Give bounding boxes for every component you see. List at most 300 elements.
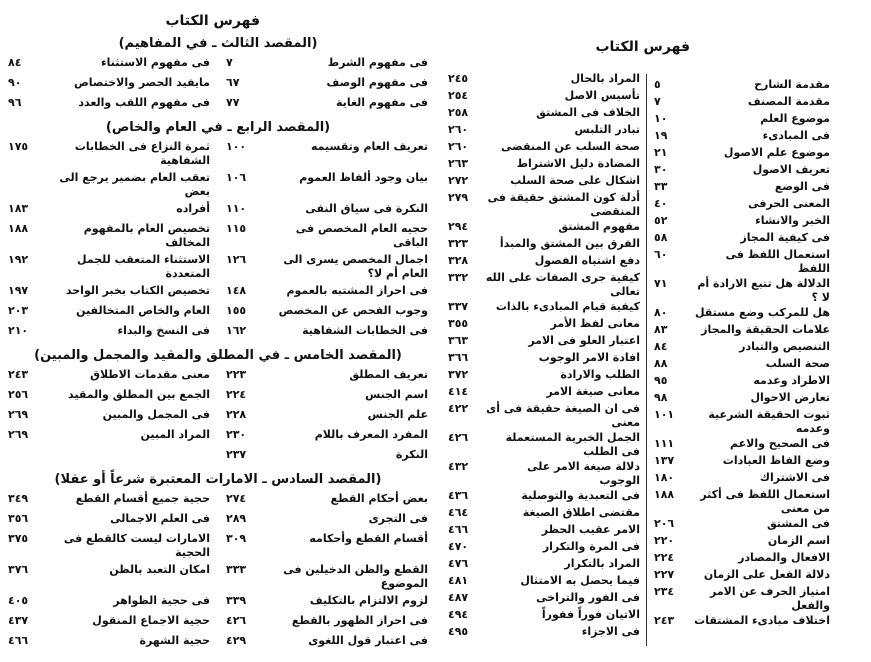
page-number: ٤٩٤ bbox=[448, 608, 469, 621]
entry-title: صحة السلب bbox=[765, 357, 830, 370]
page-number: ٢٣٧ bbox=[226, 448, 247, 461]
page-number: ٤٦٤ bbox=[448, 506, 469, 519]
index-entry bbox=[448, 625, 640, 642]
index-entry bbox=[654, 197, 830, 214]
page-number: ٢٧٤ bbox=[226, 492, 247, 505]
page-number: ١١٥ bbox=[226, 222, 247, 235]
entry-title: معانى صيغة الامر bbox=[546, 385, 640, 398]
index-entry bbox=[448, 523, 640, 540]
index-entry bbox=[448, 300, 640, 317]
index-entry bbox=[448, 254, 640, 271]
entry-title: المراد بالحال bbox=[570, 72, 640, 85]
index-entry bbox=[448, 557, 640, 574]
entry-title: مقدمة المصنف bbox=[747, 95, 830, 108]
entry-title: فى الصحيح والاعم bbox=[729, 437, 830, 450]
page-number: ٣٣٧ bbox=[448, 300, 469, 313]
index-entry bbox=[654, 340, 830, 357]
section-entries bbox=[8, 140, 428, 344]
empty-cell bbox=[8, 448, 210, 468]
page-number: ٣٦٦ bbox=[448, 351, 469, 364]
index-entry bbox=[654, 374, 830, 391]
entry-title: اسم الجنس bbox=[365, 388, 428, 401]
entry-title: فى مفهوم الغاية bbox=[336, 96, 428, 109]
page-number: ٢٦٣ bbox=[448, 157, 469, 170]
index-entry bbox=[448, 489, 640, 506]
index-entry bbox=[654, 391, 830, 408]
entry-title: فى الخطابات الشفاهية bbox=[302, 324, 428, 337]
page-number: ٣٦٣ bbox=[448, 334, 469, 347]
index-entry bbox=[226, 634, 428, 654]
entry-title: فى مفهوم الشرط bbox=[327, 56, 428, 69]
page-number: ٢٥٤ bbox=[448, 89, 469, 102]
index-entry bbox=[654, 129, 830, 146]
page-number: ١١١ bbox=[654, 437, 675, 450]
index-entry bbox=[8, 96, 210, 116]
index-entry bbox=[448, 385, 640, 402]
entry-title: فى حجية الظواهر bbox=[113, 594, 210, 607]
left-page-title: فهرس الكتاب bbox=[165, 13, 260, 29]
page-number: ١٨٣ bbox=[8, 202, 29, 215]
index-entry bbox=[448, 317, 640, 334]
page-number: ٤٣٦ bbox=[448, 489, 469, 502]
page-number: ٢٣٤ bbox=[654, 585, 675, 598]
index-entry bbox=[654, 585, 830, 614]
entry-title: ثبوت الحقيقة الشرعية وعدمه bbox=[708, 408, 830, 435]
entry-title: معانى لفظ الأمر bbox=[550, 317, 640, 330]
entry-title: تخصيص الكتاب بخبر الواحد bbox=[65, 284, 210, 297]
index-entry bbox=[448, 608, 640, 625]
page-number: ٢٨٩ bbox=[226, 512, 247, 525]
page-number: ٢٢٤ bbox=[226, 388, 247, 401]
index-entry bbox=[226, 368, 428, 388]
entry-title: اجمال المخصص يسرى الى العام أم لا؟ bbox=[283, 253, 428, 280]
index-entry bbox=[226, 140, 428, 171]
entry-title: الامر عقيب الحظر bbox=[541, 523, 640, 536]
page-number: ٨٠ bbox=[654, 306, 668, 319]
page-number: ٢٧٩ bbox=[448, 191, 469, 204]
page-number: ١٧٥ bbox=[8, 140, 29, 153]
page-number: ٤٦٦ bbox=[8, 634, 29, 647]
page-number: ٢٢٨ bbox=[226, 408, 247, 421]
index-entry bbox=[448, 140, 640, 157]
index-entry bbox=[448, 220, 640, 237]
page-number: ٧ bbox=[226, 56, 233, 69]
entry-title: فى الاجزاء bbox=[581, 625, 640, 638]
page-number: ٣٣٢ bbox=[448, 271, 469, 284]
index-entry bbox=[448, 72, 640, 89]
entry-title: أفراده bbox=[176, 202, 210, 215]
page-number: ٤٣٢ bbox=[448, 460, 469, 473]
section-entries bbox=[8, 56, 428, 116]
page-number: ٢٠٣ bbox=[8, 304, 29, 317]
page-number: ٨٨ bbox=[654, 357, 668, 370]
page-number: ١٩ bbox=[654, 129, 668, 142]
page-number: ٤٧٠ bbox=[448, 540, 469, 553]
index-entry bbox=[8, 222, 210, 253]
entry-title: بيان وجود ألفاظ العموم bbox=[299, 171, 428, 184]
index-entry bbox=[8, 634, 210, 654]
page-number: ٨٤ bbox=[654, 340, 668, 353]
entry-title: مقدمة الشارح bbox=[754, 78, 830, 91]
index-entry bbox=[226, 492, 428, 512]
page-number: ٣٢٨ bbox=[448, 254, 469, 267]
page-number: ١١٠ bbox=[226, 202, 247, 215]
entry-title: فى مفهوم الوصف bbox=[326, 76, 428, 89]
page-number: ٢٦٠ bbox=[448, 123, 469, 136]
entry-title: فى المبادىء bbox=[762, 129, 830, 142]
entry-title: فى النسخ والبداء bbox=[117, 324, 210, 337]
entry-title: الدلالة هل تتبع الارادة أم لا ؟ bbox=[697, 277, 830, 304]
entry-title: العام والخاص المتخالفين bbox=[76, 304, 210, 317]
index-entry bbox=[8, 202, 210, 222]
entry-title: فى الاشتراك bbox=[759, 471, 830, 484]
entry-title: فى المشتق bbox=[766, 517, 830, 530]
index-entry bbox=[448, 351, 640, 368]
section-heading: (المقصد الرابع ـ في العام والخاص) bbox=[105, 120, 331, 135]
entry-title: دلالة الفعل على الزمان bbox=[703, 568, 830, 581]
entry-title: بعض أحكام القطع bbox=[330, 492, 428, 505]
entry-title: الاتيان فوراً ففوراً bbox=[541, 608, 640, 621]
page-number: ٤٨٧ bbox=[448, 591, 469, 604]
index-entry bbox=[8, 76, 210, 96]
index-entry bbox=[654, 146, 830, 163]
page-number: ٩٠ bbox=[8, 76, 22, 89]
index-entry bbox=[448, 506, 640, 523]
page-number: ٤٢٩ bbox=[226, 634, 247, 647]
index-entry bbox=[8, 563, 210, 594]
index-entry bbox=[654, 454, 830, 471]
index-entry bbox=[654, 231, 830, 248]
index-entry bbox=[8, 512, 210, 532]
entry-title: الخبر والانشاء bbox=[755, 214, 830, 227]
entry-title: النكرة bbox=[395, 448, 428, 461]
index-entry bbox=[654, 534, 830, 551]
index-entry bbox=[8, 492, 210, 512]
page-number: ٣٠ bbox=[654, 163, 668, 176]
entry-title: الفرق بين المشتق والمبدأ bbox=[499, 237, 640, 250]
page-number: ٣٧٦ bbox=[8, 563, 29, 576]
entry-title: كيفية قيام المبادىء بالذات bbox=[495, 300, 640, 313]
index-entry bbox=[448, 431, 640, 460]
page-number: ٩٥ bbox=[654, 374, 668, 387]
index-entry bbox=[8, 532, 210, 563]
entry-title: مفهوم المشتق bbox=[558, 220, 640, 233]
index-entry bbox=[654, 517, 830, 534]
entry-title: الجمع بين المطلق والمقيد bbox=[68, 388, 210, 401]
page-number: ١٨٠ bbox=[654, 471, 675, 484]
page-number: ٨٣ bbox=[654, 323, 668, 336]
entry-title: فى مفهوم اللقب والعدد bbox=[78, 96, 210, 109]
page-number: ٣٤٩ bbox=[8, 492, 29, 505]
index-entry bbox=[448, 368, 640, 385]
page-number: ٣٣٩ bbox=[226, 594, 247, 607]
entry-title: مقتضى اطلاق الصيغة bbox=[522, 506, 640, 519]
index-entry bbox=[8, 304, 210, 324]
page-number: ٧١ bbox=[654, 277, 668, 290]
entry-title: الاستثناء المتعقب للجمل المتعددة bbox=[77, 253, 210, 280]
page-number: ٢٦٩ bbox=[8, 428, 29, 441]
index-entry bbox=[226, 76, 428, 96]
right-page-title: فهرس الكتاب bbox=[595, 39, 690, 55]
page-number: ٣٢٣ bbox=[448, 237, 469, 250]
entry-title: الجمل الخبرية المستعملة فى الطلب bbox=[505, 431, 640, 458]
entry-title: المعنى الحرفى bbox=[748, 197, 830, 210]
page-number: ١٢٦ bbox=[226, 253, 247, 266]
page-number: ٣٧٢ bbox=[448, 368, 469, 381]
page-number: ٤٢٦ bbox=[448, 431, 469, 444]
page-number: ١٩٢ bbox=[8, 253, 29, 266]
entry-title: أدلة كون المشتق حقيقة فى المنقضى bbox=[487, 191, 640, 218]
entry-title: معنى مقدمات الاطلاق bbox=[90, 368, 210, 381]
entry-title: فى احراز المشتبه بالعموم bbox=[286, 284, 428, 297]
entry-title: استعمال اللفظ فى أكثر من معنى bbox=[700, 488, 830, 515]
page-number: ٢٥٦ bbox=[8, 388, 29, 401]
index-entry bbox=[448, 157, 640, 174]
page-number: ٩٨ bbox=[654, 391, 668, 404]
section-entries bbox=[8, 368, 428, 468]
page-number: ١٠١ bbox=[654, 408, 675, 421]
entry-title: فى المرة والتكرار bbox=[542, 540, 640, 553]
entry-title: استعمال اللفظ فى اللفظ bbox=[725, 248, 830, 275]
page-number: ٢١ bbox=[654, 146, 668, 159]
page-number: ٣٧٥ bbox=[8, 532, 29, 545]
page-number: ٦٠ bbox=[654, 248, 668, 261]
index-entry bbox=[448, 191, 640, 220]
section-heading: (المقصد الخامس ـ في المطلق والمقيد والمجمل والمبين) bbox=[34, 348, 402, 363]
entry-title: تعارض الاحوال bbox=[750, 391, 830, 404]
page-number: ١٨٨ bbox=[8, 222, 29, 235]
entry-title: التنصيص والتبادر bbox=[739, 340, 830, 353]
page-number: ٤١٤ bbox=[448, 385, 469, 398]
index-entry bbox=[226, 324, 428, 344]
entry-title: موضوع العلم bbox=[760, 112, 830, 125]
page-number: ٣٣٣ bbox=[226, 563, 247, 576]
entry-title: تعريف المطلق bbox=[349, 368, 428, 381]
page-number: ٤٧٦ bbox=[448, 557, 469, 570]
entry-title: فيما يحصل به الامتثال bbox=[520, 574, 640, 587]
index-entry bbox=[226, 171, 428, 202]
index-entry bbox=[8, 253, 210, 284]
index-entry bbox=[226, 96, 428, 116]
page-number: ٤٠ bbox=[654, 197, 668, 210]
entry-title: اسم الزمان bbox=[767, 534, 830, 547]
entry-title: تعريف الاصول bbox=[752, 163, 830, 176]
entry-title: اشكال على صحة السلب bbox=[510, 174, 640, 187]
index-entry bbox=[448, 334, 640, 351]
entry-title: فى العلم الاجمالى bbox=[110, 512, 210, 525]
index-entry bbox=[226, 512, 428, 532]
page-number: ١٦٢ bbox=[226, 324, 247, 337]
entry-title: امكان التعبد بالظن bbox=[109, 563, 210, 576]
entry-title: فى ان الصيغة حقيقة فى أى معنى bbox=[486, 402, 640, 429]
left-page-sections bbox=[8, 32, 428, 654]
entry-title: تبادر التلبس bbox=[574, 123, 640, 136]
page-number: ٢٦٩ bbox=[8, 408, 29, 421]
entry-title: فى مفهوم الاستثناء bbox=[101, 56, 210, 69]
page-number: ١٨٨ bbox=[654, 488, 675, 501]
entry-title: الطلب والارادة bbox=[560, 368, 640, 381]
page-number: ٨٤ bbox=[8, 56, 22, 69]
entry-title: دلالة صيغة الامر على الوجوب bbox=[527, 460, 640, 487]
index-entry bbox=[654, 214, 830, 231]
index-entry bbox=[226, 428, 428, 448]
entry-title: لزوم الالتزام بالتكليف bbox=[309, 594, 428, 607]
page-number: ٢٠٦ bbox=[654, 517, 675, 530]
index-entry bbox=[654, 614, 830, 631]
index-entry bbox=[654, 180, 830, 197]
index-entry bbox=[448, 106, 640, 123]
page-number: ٢٥٨ bbox=[448, 106, 469, 119]
page-number: ١٤٨ bbox=[226, 284, 247, 297]
index-entry bbox=[448, 271, 640, 300]
page-number: ٤٩٥ bbox=[448, 625, 469, 638]
entry-title: تعقب العام بضمير يرجع الى بعض bbox=[59, 171, 210, 198]
index-entry bbox=[654, 437, 830, 454]
page-number: ٢٢٧ bbox=[654, 568, 675, 581]
entry-title: القطع والظن الدخيلين فى الموضوع bbox=[283, 563, 428, 590]
index-entry bbox=[226, 408, 428, 428]
index-entry bbox=[226, 253, 428, 284]
entry-title: الاطراد وعدمه bbox=[753, 374, 830, 387]
page-number: ٧ bbox=[654, 95, 661, 108]
entry-title: امتياز الحرف عن الامر والفعل bbox=[710, 585, 830, 612]
page-number: ٢٧٢ bbox=[448, 174, 469, 187]
page-number: ٢٢٠ bbox=[654, 534, 675, 547]
entry-title: المضادة دليل الاشتراط bbox=[516, 157, 640, 170]
index-entry bbox=[226, 202, 428, 222]
entry-title: المراد بالتكرار bbox=[564, 557, 640, 570]
entry-title: الامارات ليست كالقطع فى الحجية bbox=[63, 532, 210, 559]
index-entry bbox=[226, 594, 428, 614]
page-number: ٢٦٠ bbox=[448, 140, 469, 153]
entry-title: حجية الشهرة bbox=[139, 634, 210, 647]
index-column-left bbox=[448, 72, 640, 642]
index-entry bbox=[226, 304, 428, 324]
entry-title: مايفيد الحصر والاختصاص bbox=[74, 76, 210, 89]
entry-title: النكرة فى سياق النفى bbox=[305, 202, 428, 215]
index-entry bbox=[654, 323, 830, 340]
index-entry bbox=[8, 284, 210, 304]
entry-title: الافعال والمصادر bbox=[738, 551, 830, 564]
page-number: ٩٦ bbox=[8, 96, 22, 109]
section-heading: (المقصد الثالث ـ في المفاهيم) bbox=[118, 36, 318, 51]
page-number: ٣٥٦ bbox=[8, 512, 29, 525]
entry-title: فى المجمل والمبين bbox=[102, 408, 210, 421]
index-entry bbox=[654, 551, 830, 568]
page-number: ٤٢٦ bbox=[226, 614, 247, 627]
index-entry bbox=[654, 408, 830, 437]
index-entry bbox=[448, 237, 640, 254]
index-entry bbox=[8, 140, 210, 171]
index-entry bbox=[448, 123, 640, 140]
page-number: ٢٩٤ bbox=[448, 220, 469, 233]
index-entry bbox=[8, 56, 210, 76]
entry-title: وضع الفاظ العبادات bbox=[722, 454, 830, 467]
entry-title: المفرد المعرف باللام bbox=[314, 428, 428, 441]
entry-title: حجية الاجماع المنقول bbox=[92, 614, 210, 627]
entry-title: دفع اشتباه الفصول bbox=[534, 254, 640, 267]
page-number: ٢٢٤ bbox=[654, 551, 675, 564]
index-entry bbox=[654, 78, 830, 95]
page-number: ٥٨ bbox=[654, 231, 668, 244]
entry-title: كيفية جرى الصفات على الله تعالى bbox=[485, 271, 640, 298]
page-number: ٣٣ bbox=[654, 180, 668, 193]
page-number: ٢٢٣ bbox=[226, 368, 247, 381]
index-entry bbox=[448, 460, 640, 489]
index-entry bbox=[226, 222, 428, 253]
entry-title: علم الجنس bbox=[367, 408, 428, 421]
page-number: ٤٦٦ bbox=[448, 523, 469, 536]
index-entry bbox=[226, 563, 428, 594]
entry-title: وجوب الفحص عن المخصص bbox=[278, 304, 428, 317]
index-entry bbox=[654, 568, 830, 585]
index-entry bbox=[8, 408, 210, 428]
index-entry bbox=[654, 277, 830, 306]
index-entry bbox=[8, 428, 210, 448]
index-entry bbox=[226, 388, 428, 408]
index-entry bbox=[226, 284, 428, 304]
page-number: ١٠٠ bbox=[226, 140, 247, 153]
index-entry bbox=[448, 540, 640, 557]
entry-title: فى التعبدية والتوصلية bbox=[521, 489, 640, 502]
page-number: ١٩٧ bbox=[8, 284, 29, 297]
index-entry bbox=[226, 532, 428, 563]
index-entry bbox=[654, 357, 830, 374]
section-entries bbox=[8, 492, 428, 654]
index-entry bbox=[448, 402, 640, 431]
index-entry bbox=[448, 174, 640, 191]
entry-title: فى اعتبار قول اللغوى bbox=[308, 634, 428, 647]
index-entry bbox=[654, 248, 830, 277]
page-number: ٤٠٥ bbox=[8, 594, 29, 607]
entry-title: فى احراز الظهور بالقطع bbox=[291, 614, 428, 627]
page-number: ١٥٥ bbox=[226, 304, 247, 317]
page-number: ١٠٦ bbox=[226, 171, 247, 184]
index-entry bbox=[8, 324, 210, 344]
page-number: ١٣٧ bbox=[654, 454, 675, 467]
column-divider bbox=[646, 74, 647, 646]
index-entry bbox=[654, 95, 830, 112]
page-number: ٤٨١ bbox=[448, 574, 469, 587]
entry-title: حجيه العام المخصص فى الباقى bbox=[295, 222, 428, 249]
entry-title: المراد المبين bbox=[140, 428, 210, 441]
entry-title: حجية جميع أقسام القطع bbox=[75, 492, 210, 505]
index-entry bbox=[654, 306, 830, 323]
page-number: ٢٤٥ bbox=[448, 72, 469, 85]
index-column-right bbox=[654, 78, 830, 631]
entry-title: فى الفور والتراخى bbox=[536, 591, 640, 604]
index-entry bbox=[8, 368, 210, 388]
index-entry bbox=[8, 171, 210, 202]
entry-title: فى الوضع bbox=[774, 180, 830, 193]
entry-title: الخلاف فى المشتق bbox=[536, 106, 640, 119]
entry-title: فى كيفية المجاز bbox=[740, 231, 830, 244]
page-number: ٦٧ bbox=[226, 76, 240, 89]
entry-title: موضوع علم الاصول bbox=[723, 146, 830, 159]
index-entry bbox=[448, 574, 640, 591]
entry-title: تأسيس الاصل bbox=[564, 89, 640, 102]
index-entry bbox=[226, 56, 428, 76]
index-entry bbox=[654, 471, 830, 488]
index-entry bbox=[226, 448, 428, 468]
entry-title: هل للمركب وضع مستقل bbox=[694, 306, 830, 319]
index-entry bbox=[8, 614, 210, 634]
page-number: ٢٣٠ bbox=[226, 428, 247, 441]
index-entry bbox=[226, 614, 428, 634]
entry-title: أقسام القطع وأحكامه bbox=[309, 532, 428, 545]
section-heading: (المقصد السادس ـ الامارات المعتبرة شرعاً أو عقلا) bbox=[54, 472, 382, 487]
page-number: ٥ bbox=[654, 78, 661, 91]
